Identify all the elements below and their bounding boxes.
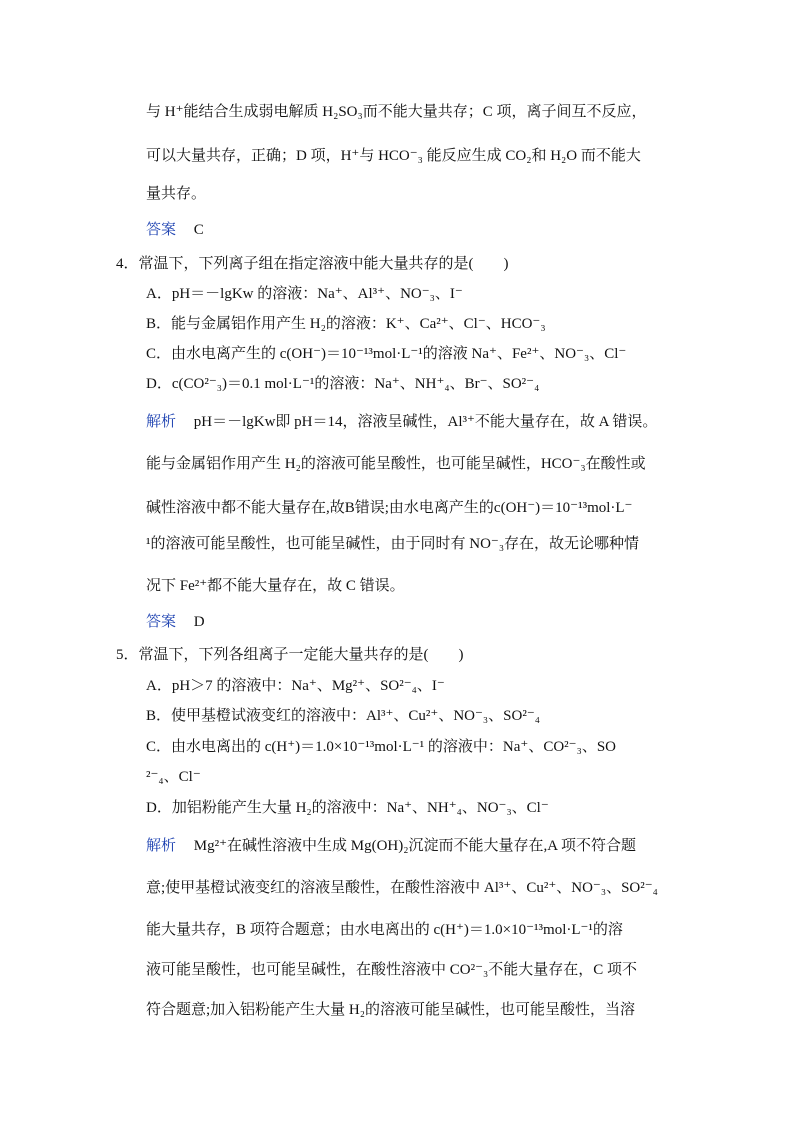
question-4-analysis-line-3: 碱性溶液中都不能大量存在,故B错误;由水电离产生的c(OH⁻)＝10⁻¹³mol·L⁻: [146, 500, 633, 516]
question-5-analysis-line-5: 符合题意;加入铝粉能产生大量 H₂的溶液可能呈碱性，也可能呈酸性，当溶: [146, 1002, 635, 1018]
question-4-option-c: C．由水电离产生的 c(OH⁻)＝10⁻¹³mol·L⁻¹的溶液 Na⁺、Fe²⁺、NO⁻₃、Cl⁻: [146, 346, 627, 362]
answer-label: 答案: [146, 614, 177, 630]
question-4-analysis-line-1: [146, 412, 657, 432]
question-4-analysis-line-5: 况下 Fe²⁺都不能大量存在，故 C 错误。: [146, 578, 405, 594]
analysis-text: Mg²⁺在碱性溶液中生成 Mg(OH)₂沉淀而不能大量存在,A 项不符合题: [193, 838, 636, 854]
answer-value: D: [193, 614, 205, 630]
question-5-option-c-line-2: ²⁻₄、Cl⁻: [146, 769, 201, 785]
question-4-stem: 4．常温下，下列离子组在指定溶液中能大量共存的是( ): [116, 256, 509, 272]
question-5-option-d: D．加铝粉能产生大量 H₂的溶液中：Na⁺、NH⁺₄、NO⁻₃、Cl⁻: [146, 800, 549, 816]
intro-line-3: 量共存。: [146, 186, 207, 202]
question-5-analysis-line-3: 能大量共存，B 项符合题意；由水电离出的 c(H⁺)＝1.0×10⁻¹³mol·L⁻¹的溶: [146, 922, 623, 938]
question-4-option-d: D．c(CO²⁻₃)＝0.1 mol·L⁻¹的溶液：Na⁺、NH⁺₄、Br⁻、SO²⁻₄: [146, 376, 540, 392]
analysis-text: pH＝－lgKw即 pH＝14，溶液呈碱性，Al³⁺不能大量存在，故 A 错误。: [193, 414, 658, 430]
question-5-stem: 5．常温下，下列各组离子一定能大量共存的是( ): [116, 647, 464, 663]
answer-label: 答案: [146, 222, 177, 238]
question-5-option-b: B．使甲基橙试液变红的溶液中：Al³⁺、Cu²⁺、NO⁻₃、SO²⁻₄: [146, 708, 540, 724]
question-4-analysis-line-2: 能与金属铝作用产生 H₂的溶液可能呈酸性，也可能呈碱性，HCO⁻₃在酸性或: [146, 456, 646, 472]
analysis-label: 解析: [146, 838, 177, 854]
question-4-option-b: B．能与金属铝作用产生 H₂的溶液：K⁺、Ca²⁺、Cl⁻、HCO⁻₃: [146, 316, 546, 332]
intro-line-2: 可以大量共存，正确；D 项，H⁺与 HCO⁻₃ 能反应生成 CO₂和 H₂O 而不能大: [146, 148, 641, 164]
question-5-analysis-line-2: 意;使甲基橙试液变红的溶液呈酸性，在酸性溶液中 Al³⁺、Cu²⁺、NO⁻₃、SO²⁻₄: [146, 880, 658, 896]
intro-line-1: 与 H⁺能结合生成弱电解质 H₂SO₃而不能大量共存；C 项，离子间互不反应，: [146, 104, 647, 120]
question-5-option-c-line-1: C．由水电离出的 c(H⁺)＝1.0×10⁻¹³mol·L⁻¹ 的溶液中：Na⁺、CO²⁻₃、SO: [146, 739, 616, 755]
answer-value: C: [193, 222, 204, 238]
answer-row-4: [146, 612, 205, 632]
analysis-label: 解析: [146, 414, 177, 430]
question-4-option-a: A．pH＝－lgKw 的溶液：Na⁺、Al³⁺、NO⁻₃、I⁻: [146, 286, 463, 302]
question-5-option-a: A．pH＞7 的溶液中：Na⁺、Mg²⁺、SO²⁻₄、I⁻: [146, 678, 445, 694]
question-5-analysis-line-4: 液可能呈酸性，也可能呈碱性，在酸性溶液中 CO²⁻₃不能大量存在，C 项不: [146, 962, 637, 978]
question-5-analysis-line-1: [146, 836, 636, 856]
answer-row-3: [146, 220, 204, 240]
question-4-analysis-line-4: ¹的溶液可能呈酸性，也可能呈碱性，由于同时有 NO⁻₃存在，故无论哪种情: [146, 536, 640, 552]
